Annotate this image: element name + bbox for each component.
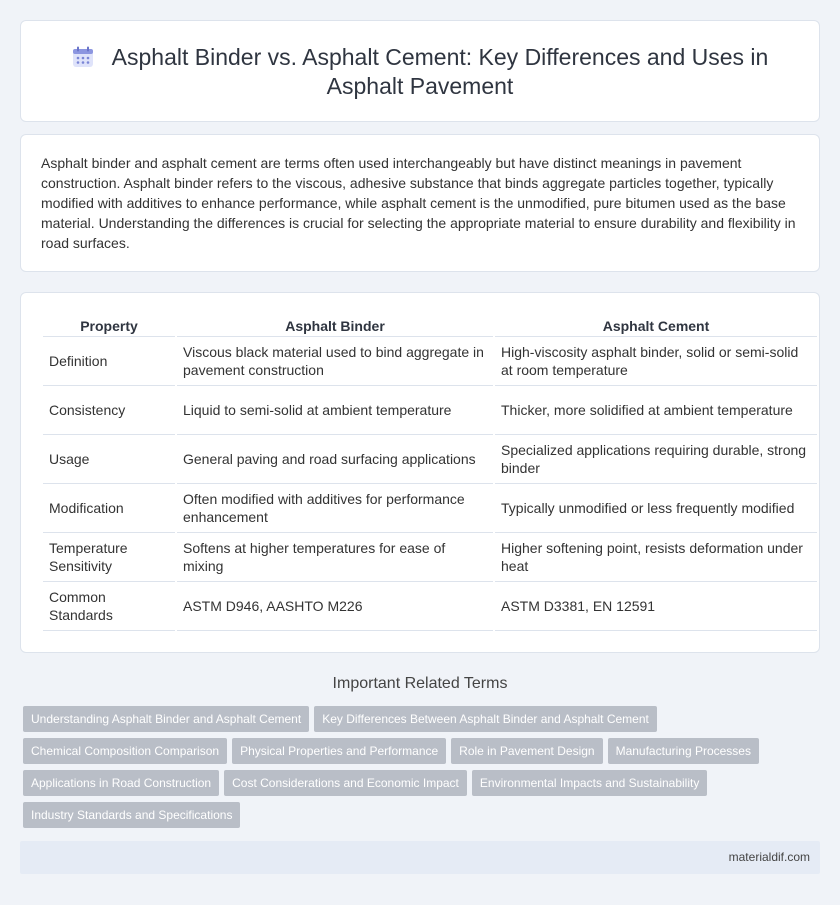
title-line-2: Asphalt Pavement xyxy=(326,73,514,99)
cell-cement: Specialized applications requiring durable, strong binder xyxy=(495,435,817,484)
tag-chemical-composition[interactable]: Chemical Composition Comparison xyxy=(23,738,227,764)
header-asphalt-binder: Asphalt Binder xyxy=(177,315,493,337)
tag-applications-road-construction[interactable]: Applications in Road Construction xyxy=(23,770,219,796)
page-title xyxy=(21,43,819,101)
tag-cost-considerations[interactable]: Cost Considerations and Economic Impact xyxy=(224,770,467,796)
footer-site-link[interactable]: materialdif.com xyxy=(728,850,810,864)
tag-row xyxy=(23,770,823,802)
table-row xyxy=(43,533,817,582)
title-card xyxy=(20,20,820,122)
table-row xyxy=(43,484,817,533)
table-row xyxy=(43,582,817,631)
cell-cement: ASTM D3381, EN 12591 xyxy=(495,582,817,631)
calendar-grid-icon xyxy=(72,46,94,68)
cell-property: Definition xyxy=(43,337,175,386)
tag-understanding-binder-cement[interactable]: Understanding Asphalt Binder and Asphalt Cement xyxy=(23,706,309,732)
cell-binder: Liquid to semi-solid at ambient temperature xyxy=(177,386,493,435)
tag-role-pavement-design[interactable]: Role in Pavement Design xyxy=(451,738,602,764)
footer-bar xyxy=(20,841,820,874)
tag-industry-standards[interactable]: Industry Standards and Specifications xyxy=(23,802,240,828)
tag-row xyxy=(23,802,823,834)
intro-card xyxy=(20,134,820,272)
tag-environmental-impacts[interactable]: Environmental Impacts and Sustainability xyxy=(472,770,707,796)
cell-property: Modification xyxy=(43,484,175,533)
related-terms-heading: Important Related Terms xyxy=(332,675,508,692)
table-row xyxy=(43,337,817,386)
cell-property: Temperature Sensitivity xyxy=(43,533,175,582)
tag-manufacturing-processes[interactable]: Manufacturing Processes xyxy=(608,738,759,764)
table-header-row xyxy=(43,315,817,337)
cell-binder: Often modified with additives for performance enhancement xyxy=(177,484,493,533)
intro-paragraph: Asphalt binder and asphalt cement are terms often used interchangeably but have distinct meanings in pavement construction. Asphalt binder refers to the viscous, adhesive substance that binds aggregate particles together, typically modified with additives to enhance performance, while asphalt cement is the unmodified, pure bitumen used as the base material. Understanding the differences is crucial for selecting the appropriate material to ensure durability and flexibility in road surfaces. xyxy=(41,155,796,251)
table-row xyxy=(43,386,817,435)
title-line-1: Asphalt Binder vs. Asphalt Cement: Key Differences and Uses in xyxy=(111,44,769,70)
tag-row xyxy=(23,706,823,738)
related-terms-list xyxy=(23,706,823,834)
cell-property: Usage xyxy=(43,435,175,484)
cell-binder: Viscous black material used to bind aggregate in pavement construction xyxy=(177,337,493,386)
cell-cement: Thicker, more solidified at ambient temperature xyxy=(495,386,817,435)
tag-physical-properties[interactable]: Physical Properties and Performance xyxy=(232,738,446,764)
cell-binder: General paving and road surfacing applications xyxy=(177,435,493,484)
cell-cement: Higher softening point, resists deformation under heat xyxy=(495,533,817,582)
cell-cement: High-viscosity asphalt binder, solid or semi-solid at room temperature xyxy=(495,337,817,386)
comparison-table xyxy=(41,315,819,631)
tag-row xyxy=(23,738,823,770)
cell-binder: ASTM D946, AASHTO M226 xyxy=(177,582,493,631)
cell-cement: Typically unmodified or less frequently modified xyxy=(495,484,817,533)
cell-property: Common Standards xyxy=(43,582,175,631)
cell-property: Consistency xyxy=(43,386,175,435)
cell-binder: Softens at higher temperatures for ease of mixing xyxy=(177,533,493,582)
table-row xyxy=(43,435,817,484)
header-asphalt-cement: Asphalt Cement xyxy=(495,315,817,337)
header-property: Property xyxy=(43,315,175,337)
tag-key-differences[interactable]: Key Differences Between Asphalt Binder and Asphalt Cement xyxy=(314,706,657,732)
comparison-card xyxy=(20,292,820,653)
